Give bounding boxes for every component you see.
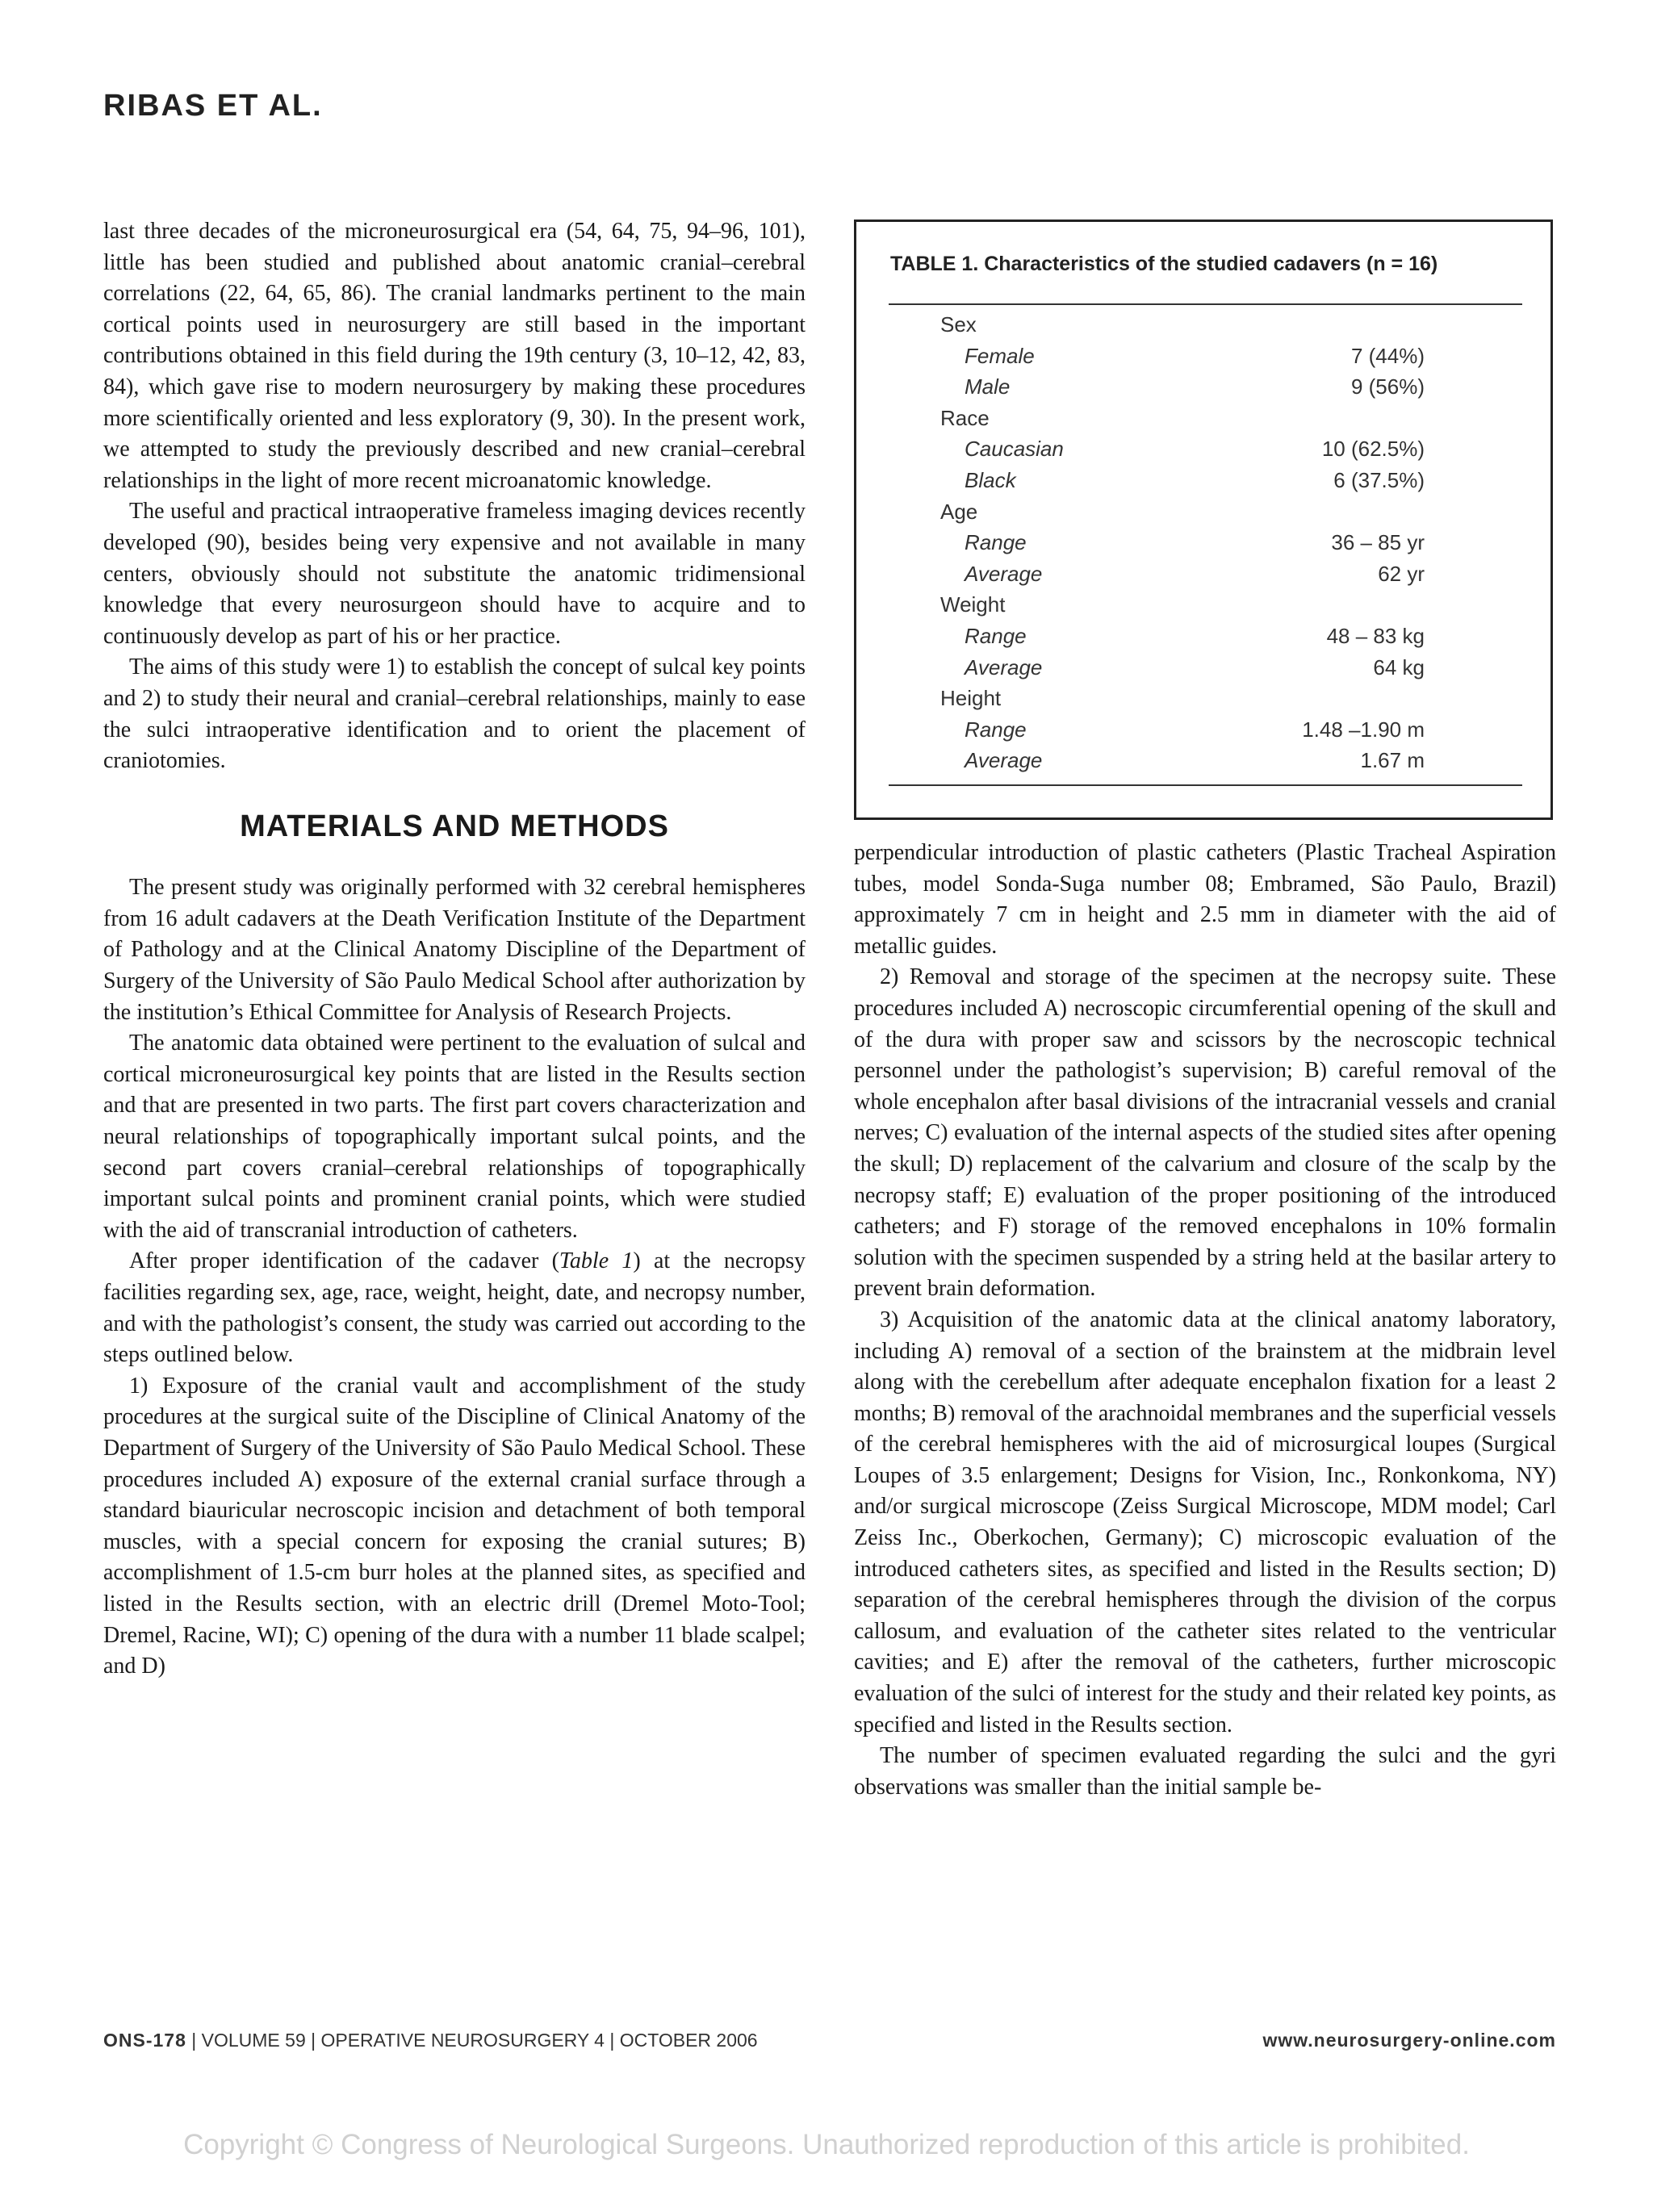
table-row-label: Average [965,748,1043,773]
table-row-label: Black [965,468,1016,492]
section-heading: MATERIALS AND METHODS [240,809,669,843]
paragraph-text: After proper identification of the cadaver ( [129,1248,559,1274]
footer-website-link[interactable]: www.neurosurgery-online.com [1262,2030,1556,2051]
table-row [856,344,1550,374]
table-row-label: Age [940,499,978,524]
journal-citation: | VOLUME 59 | OPERATIVE NEUROSURGERY 4 | OCTOBER 2006 [186,2030,758,2051]
body-paragraph: The aims of this study were 1) to establish the concept of sulcal key points and 2) to study their neural and cranial–cerebral relationships, mainly to ease the sulci intraoperative identification and to orient the placement of craniotomies. [103,654,806,774]
table-row [856,562,1550,592]
table-row [856,717,1550,748]
body-paragraph: The anatomic data obtained were pertinent to the evaluation of sulcal and cortical microneurosurgical key points that are listed in the Results section and that are presented in two parts. The first part covers characterization and neural relationships of topographically important sulcal points, and the second part covers cranial–cerebral relationships of topographically important sulcal points and prominent cranial points, which were studied with the aid of transcranial introduction of catheters. [103,1031,806,1243]
paragraph-text: ) at the necropsy facilities regarding sex, age, race, weight, height, date, and necropsy number, and with the pathologist’s consent, the study was carried out according to the steps outlined below. [103,1248,806,1368]
table-row-label: Caucasian [965,437,1064,462]
page-footer [103,2030,1556,2057]
table-group-row [856,686,1550,717]
table-row-label: Average [965,561,1043,586]
table-row-value: 48 – 83 kg [1326,624,1425,648]
table-row-value: 9 (56%) [1350,374,1425,399]
table-row-value: 1.67 m [1360,748,1425,773]
body-paragraph: 1) Exposure of the cranial vault and accomplishment of the study procedures at the surgical suite of the Discipline of Clinical Anatomy of the Department of Surgery of the University of São Paulo Medical School. These procedures included A) exposure of the external cranial surface through a standard biauricular necroscopic incision and detachment of both temporal muscles, with a special concern for exposing the cranial sutures; B) accomplishment of 1.5-cm burr holes at the planned sites, as specified and listed in the Results section, with an electric drill (Dremel Moto-Tool; Dremel, Racine, WI); C) opening of the dura with a number 11 blade scalpel; and D) [103,1373,806,1679]
body-paragraph: The number of specimen evaluated regarding the sulci and the gyri observations was smaller than the initial sample be- [854,1743,1556,1800]
table-row [856,530,1550,561]
table-row [856,624,1550,654]
table-row-label: Race [940,405,990,430]
left-column [103,216,806,1683]
table-row-value: 7 (44%) [1350,343,1425,368]
table-group-row [856,500,1550,530]
table-group-row [856,312,1550,343]
table-row-label: Range [965,624,1027,648]
table-row-label: Range [965,530,1027,555]
table-row [856,748,1550,779]
table-row-value: 64 kg [1373,654,1425,679]
table-rule-bottom [889,784,1522,786]
table-row-value: 10 (62.5%) [1321,437,1425,462]
table-row-label: Sex [940,312,977,337]
table-rule-top [889,303,1522,305]
table-row-label: Weight [940,592,1006,617]
table-row-value: 1.48 –1.90 m [1302,717,1425,742]
table-1 [854,220,1553,820]
table-row [856,437,1550,467]
body-paragraph: last three decades of the microneurosurgical era (54, 64, 75, 94–96, 101), little has been studied and published about anatomic cranial–cerebral correlations (22, 64, 65, 86). The cranial landmarks pertinent to the main cortical points used in neurosurgery are still based in the important contributions obtained in this field during the 19th century (3, 10–12, 42, 83, 84), which gave rise to modern neurosurgery by making these procedures more scientifically oriented and less exploratory (9, 30). In the present work, we attempted to study the previously described and new cranial–cerebral relationships in the light of more recent microanatomic knowledge. [103,219,806,493]
body-paragraph: The useful and practical intraoperative frameless imaging devices recently developed (90), besides being very expensive and not available in many centers, obviously should not substitute the anatomic tridimensional knowledge that every neurosurgeon should have to acquire and to continuously develop as part of his or her practice. [103,499,806,649]
table-group-row [856,406,1550,437]
body-paragraph: 3) Acquisition of the anatomic data at the clinical anatomy laboratory, including A) removal of a section of the brainstem at the midbrain level along with the cerebellum after adequate encephalon fixation for a least 2 months; B) removal of the arachnoidal membranes and the superficial vessels of the cerebral hemispheres with the aid of microsurgical loupes (Surgical Loupes of 3.5 enlargement; Designs for Vision, Inc., Ronkonkoma, NY) and/or surgical microscope (Zeiss Surgical Microscope, MDM model; Carl Zeiss Inc., Oberkochen, Germany); C) microscopic evaluation of the introduced catheters sites, as specified and listed in the Results section; D) separation of the cerebral hemispheres through the division of the corpus callosum, and evaluation of the catheter sites related to the ventricular cavities; and E) after the removal of the catheters, further microscopic evaluation of the sulci of interest for the study and their related key points, as specified and listed in the Results section. [854,1307,1556,1737]
table-row-value: 62 yr [1378,561,1425,586]
table-row-label: Height [940,686,1002,711]
body-paragraph: The present study was originally performed with 32 cerebral hemispheres from 16 adult cadavers at the Death Verification Institute of the Department of Pathology and at the Clinical Anatomy Discipline of the Department of Surgery of the University of São Paulo Medical School after authorization by the institution’s Ethical Committee for Analysis of Research Projects. [103,875,806,1025]
right-column [854,838,1556,1803]
footer-citation [103,2030,758,2051]
body-paragraph: perpendicular introduction of plastic catheters (Plastic Tracheal Aspiration tubes, model Sonda-Suga number 08; Embramed, São Paulo, Brazil) approximately 7 cm in height and 2.5 mm in diameter with the aid of metallic guides. [854,840,1556,959]
copyright-notice: Copyright © Congress of Neurological Surgeons. Unauthorized reproduction of this article is prohibited. [183,2129,1470,2160]
table-row [856,655,1550,686]
table-reference: Table 1 [559,1248,634,1274]
table-row [856,468,1550,499]
body-paragraph: 2) Removal and storage of the specimen at the necropsy suite. These procedures included A) necroscopic circumferential opening of the skull and of the dura with proper saw and scissors by the necroscopic technical personnel under the pathologist’s supervision; B) careful removal of the whole encephalon after basal divisions of the intracranial vessels and cranial nerves; C) evaluation of the internal aspects of the studied sites after opening the skull; D) replacement of the calvarium and closure of the scalp by the necropsy staff; E) evaluation of the proper positioning of the introduced catheters; and F) storage of the removed encephalons in 10% formalin solution with the specimen suspended by a string held at the basilar artery to prevent brain deformation. [854,964,1556,1302]
page-id: ONS-178 [103,2030,186,2051]
running-head: RIBAS ET AL. [103,89,323,123]
table-group-row [856,592,1550,623]
table-caption: TABLE 1. Characteristics of the studied cadavers (n = 16) [890,253,1438,275]
table-row-label: Average [965,654,1043,679]
table-row-label: Female [965,343,1035,368]
table-row-label: Male [965,374,1011,399]
table-row-label: Range [965,717,1027,742]
table-row-value: 6 (37.5%) [1333,468,1425,492]
table-row [856,374,1550,405]
body-paragraph [103,1246,806,1370]
table-row-value: 36 – 85 yr [1331,530,1425,555]
